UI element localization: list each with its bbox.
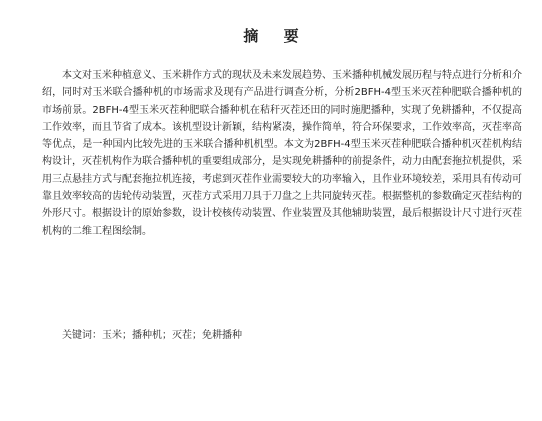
keywords-line: 关键词：玉米；播种机；灭茬；免耕播种 (62, 330, 242, 341)
page-title: 摘 要 (243, 27, 309, 45)
abstract-paragraph: 本文对玉米种植意义、玉米耕作方式的现状及未来发展趋势、玉米播种机械发展历程与特点进行分析和介绍，同时对玉米联合播种机的市场需求及现有产品进行调查分析，分析2BFH-4型玉米灭茬种肥联合播种机的市场前景。2BFH-4型玉米灭茬种肥联合播种机在秸秆灭茬还田的同时施肥播种，实现了免耕播种，不仅提高工作效率，而且节省了成本。该机型设计新颖，结构紧凑，操作简单，符合环保要求，工作效率高，灭茬率高等优点，是一种国内比较先进的玉米联合播种机机型。本文为2BFH-4型玉米灭茬种肥联合播种机灭茬机构结构设计，灭茬机构作为联合播种机的重要组成部分，是实现免耕播种的前提条件，动力由配套拖拉机提供，采用三点悬挂方式与配套拖拉机连接，考虑到灭茬作业需要较大的功率输入，且作业环境较差，采用具有传动可靠且效率较高的齿轮传动装置，灭茬方式采用刀具于刀盘之上共同旋转灭茬。根据整机的参数确定灭茬结构的外形尺寸。根据设计的原始参数，设计校核传动装置、作业装置及其他辅助装置，最后根据设计尺寸进行灭茬机构的二维工程图绘制。 (42, 70, 522, 237)
